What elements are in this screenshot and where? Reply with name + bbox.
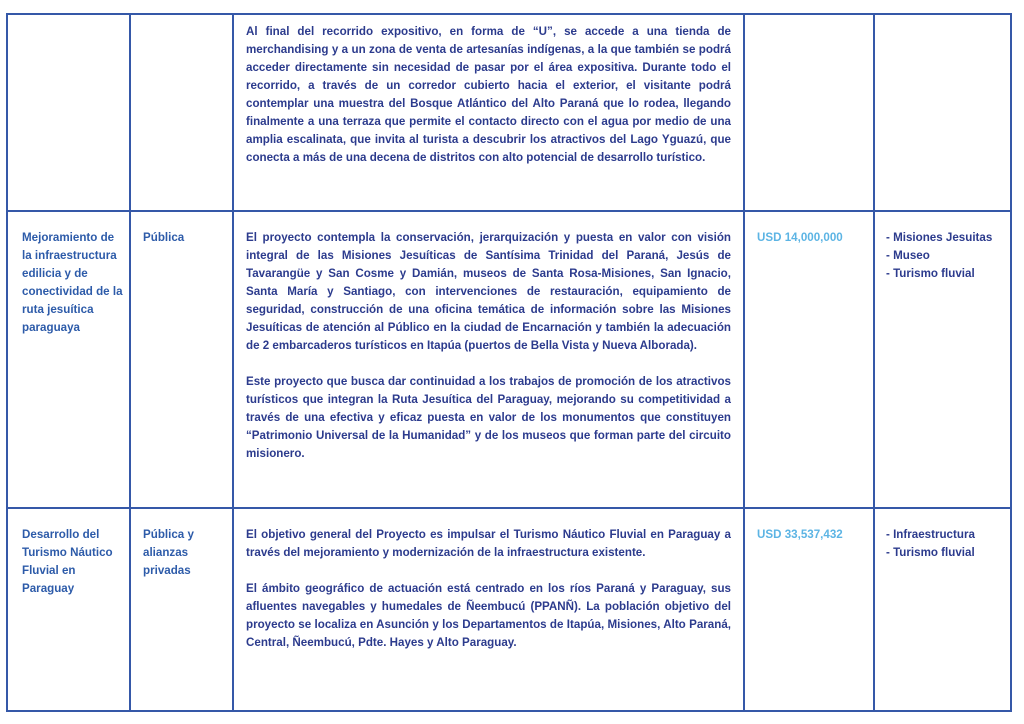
tag-item: - Turismo fluvial <box>886 546 975 559</box>
financing-cell: Pública y alianzas privadas <box>129 509 232 710</box>
tags-cell <box>873 509 1010 710</box>
project-name-cell: Mejoramiento de la infraestructura edilicia y de conectividad de la ruta jesuítica paraguaya <box>22 231 123 334</box>
description-paragraph: Este proyecto que busca dar continuidad a los trabajos de promoción de los atractivos turísticos que integran la Ruta Jesuítica del Paraguay, mejorando su competitividad a través de una efectiva y eficaz puesta en valor de los monumentos que constituyen “Patrimonio Universal de la Humanidad” y de los museos que forman parte del circuito misionero. <box>246 375 731 460</box>
description-paragraph: El proyecto contempla la conservación, jerarquización y puesta en valor con visión integral de las Misiones Jesuíticas de Santísima Trinidad del Paraná, Jesús de Tavarangüe y San Cosme y Damián, museos de Santa Rosa-Misiones, San Ignacio, Santa María y Santiago, con intervenciones de restauración, equipamiento de seguridad, construcción de una oficina temática de información sobre las Misiones Jesuíticas de atención al Público en la ciudad de Encarnación y también la adecuación de 2 embarcaderos turísticos en Itapúa (puertos de Bella Vista y Nueva Alborada). <box>246 231 731 352</box>
table-row <box>8 507 1010 710</box>
tags-cell <box>873 212 1010 507</box>
description-paragraph: El ámbito geográfico de actuación está centrado en los ríos Paraná y Paraguay, sus afluentes navegables y humedales de Ñeembucú (PPANÑ). La población objetivo del proyecto se localiza en Asunción y los Departamentos de Itapúa, Misiones, Alto Paraná, Central, Ñeembucú, Pdte. Hayes y Alto Paraguay. <box>246 582 731 649</box>
description-paragraph: El objetivo general del Proyecto es impulsar el Turismo Náutico Fluvial en Paraguay a través del mejoramiento y modernización de la infraestructura existente. <box>246 528 731 559</box>
financing-cell <box>129 15 232 210</box>
table-row <box>8 15 1010 210</box>
tag-item: - Misiones Jesuitas <box>886 231 993 244</box>
description-cell <box>232 15 743 210</box>
amount-cell: USD 33,537,432 <box>743 509 873 710</box>
description-cell <box>232 509 743 710</box>
amount-cell: USD 14,000,000 <box>743 212 873 507</box>
project-name-cell: Desarrollo del Turismo Náutico Fluvial en Paraguay <box>22 528 113 595</box>
table-row <box>8 210 1010 507</box>
project-name-cell <box>8 15 129 210</box>
description-paragraph: Al final del recorrido expositivo, en forma de “U”, se accede a una tienda de merchandising y a un zona de venta de artesanías indígenas, a la que también se podrá acceder directamente sin necesidad de pasar por el área expositiva. Durante todo el recorrido, a través de un corredor cubierto hacia el exterior, el visitante podrá contemplar una muestra del Bosque Atlántico del Alto Paraná que lo rodea, llegando finalmente a una terraza que permite el contacto directo con el agua por medio de una amplia escalinata, que invita al turista a descubrir los atractivos del Lago Yguazú, que conecta a más de una decena de distritos con alto potencial de desarrollo turístico. <box>246 25 731 164</box>
tag-item: - Turismo fluvial <box>886 267 975 280</box>
tag-item: - Infraestructura <box>886 528 975 541</box>
description-cell <box>232 212 743 507</box>
amount-cell <box>743 15 873 210</box>
projects-table <box>6 13 1012 712</box>
tags-cell <box>873 15 1010 210</box>
financing-cell: Pública <box>129 212 232 507</box>
tag-item: - Museo <box>886 249 930 262</box>
